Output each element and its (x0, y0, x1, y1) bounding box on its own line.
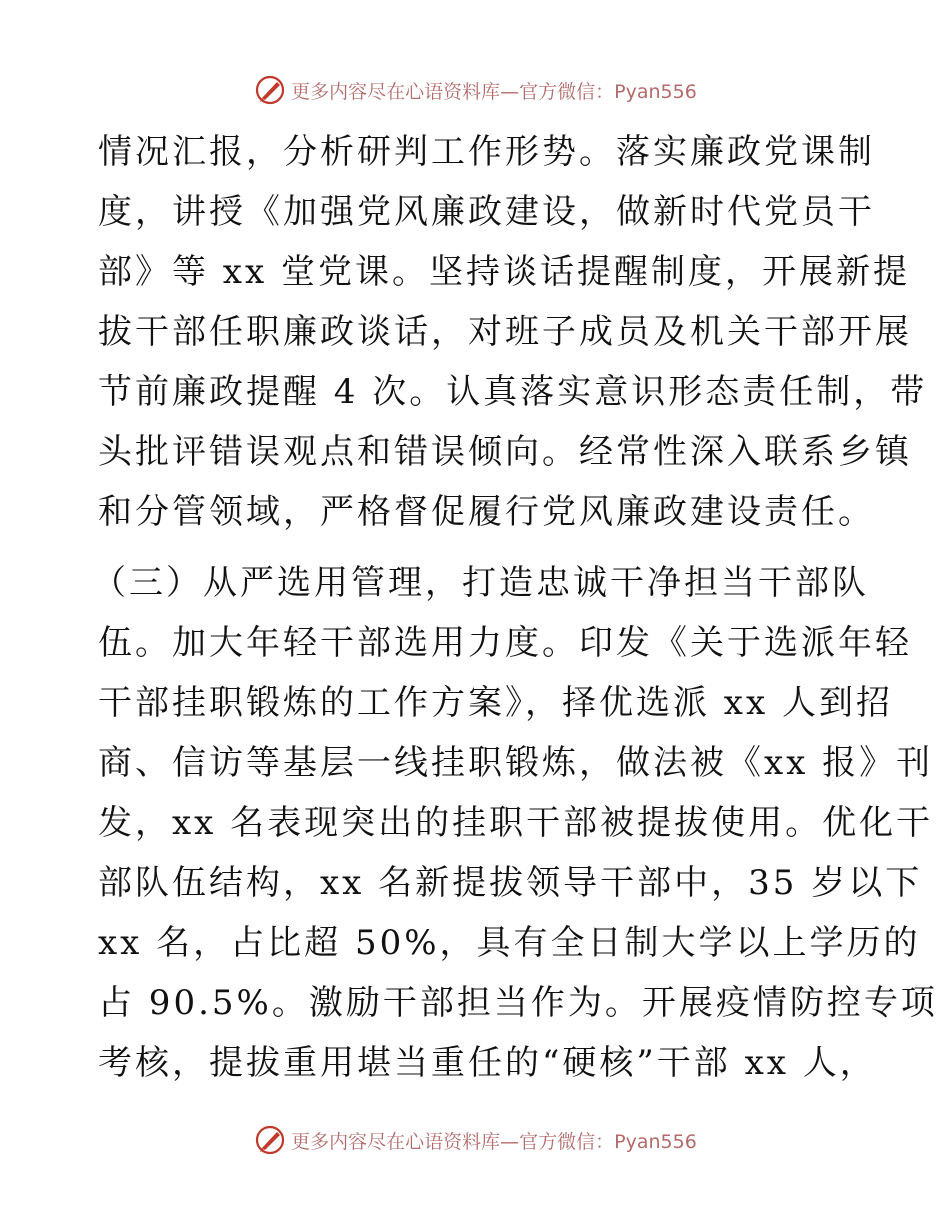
text-line: 情况汇报，分析研判工作形势。落实廉政党课制 (98, 132, 875, 172)
text-line: 商、信访等基层一线挂职锻炼，做法被《xx 报》刊 (98, 743, 934, 783)
text-line: 部》等 xx 堂党课。坚持谈话提醒制度，开展新提 (98, 252, 910, 292)
quill-logo-icon (253, 73, 287, 107)
text-line: 发，xx 名表现突出的挂职干部被提拔使用。优化干 (98, 803, 934, 843)
text-line: 和分管领域，严格督促履行党风廉政建设责任。 (98, 492, 875, 532)
section-heading-line: （三）从严选用管理，打造忠诚干净担当干部队 (92, 563, 869, 603)
text-line: 伍。加大年轻干部选用力度。印发《关于选派年轻 (98, 623, 912, 663)
watermark-text: 更多内容尽在心语资料库—官方微信：Pyan556 (291, 1130, 697, 1153)
text-line: 拔干部任职廉政谈话，对班子成员及机关干部开展 (98, 312, 912, 352)
header-watermark (0, 72, 950, 108)
footer-watermark (0, 1122, 950, 1158)
quill-logo-icon (253, 1123, 287, 1157)
paragraph-1 (98, 122, 928, 542)
paragraph-2 (92, 553, 938, 1093)
watermark-text: 更多内容尽在心语资料库—官方微信：Pyan556 (291, 80, 697, 103)
text-line: 头批评错误观点和错误倾向。经常性深入联系乡镇 (98, 432, 912, 472)
text-line: 考核，提拔重用堪当重任的“硬核”干部 xx 人， (98, 1043, 877, 1083)
text-line: xx 名，占比超 50%，具有全日制大学以上学历的 (98, 923, 921, 963)
text-line: 度，讲授《加强党风廉政建设，做新时代党员干 (98, 192, 875, 232)
text-line: 占 90.5%。激励干部担当作为。开展疫情防控专项 (98, 983, 938, 1023)
text-line: 部队伍结构，xx 名新提拔领导干部中，35 岁以下 (98, 863, 923, 903)
document-body (92, 122, 938, 1093)
text-line: 节前廉政提醒 4 次。认真落实意识形态责任制，带 (98, 372, 928, 412)
text-line: 干部挂职锻炼的工作方案》，择优选派 xx 人到招 (98, 683, 893, 723)
